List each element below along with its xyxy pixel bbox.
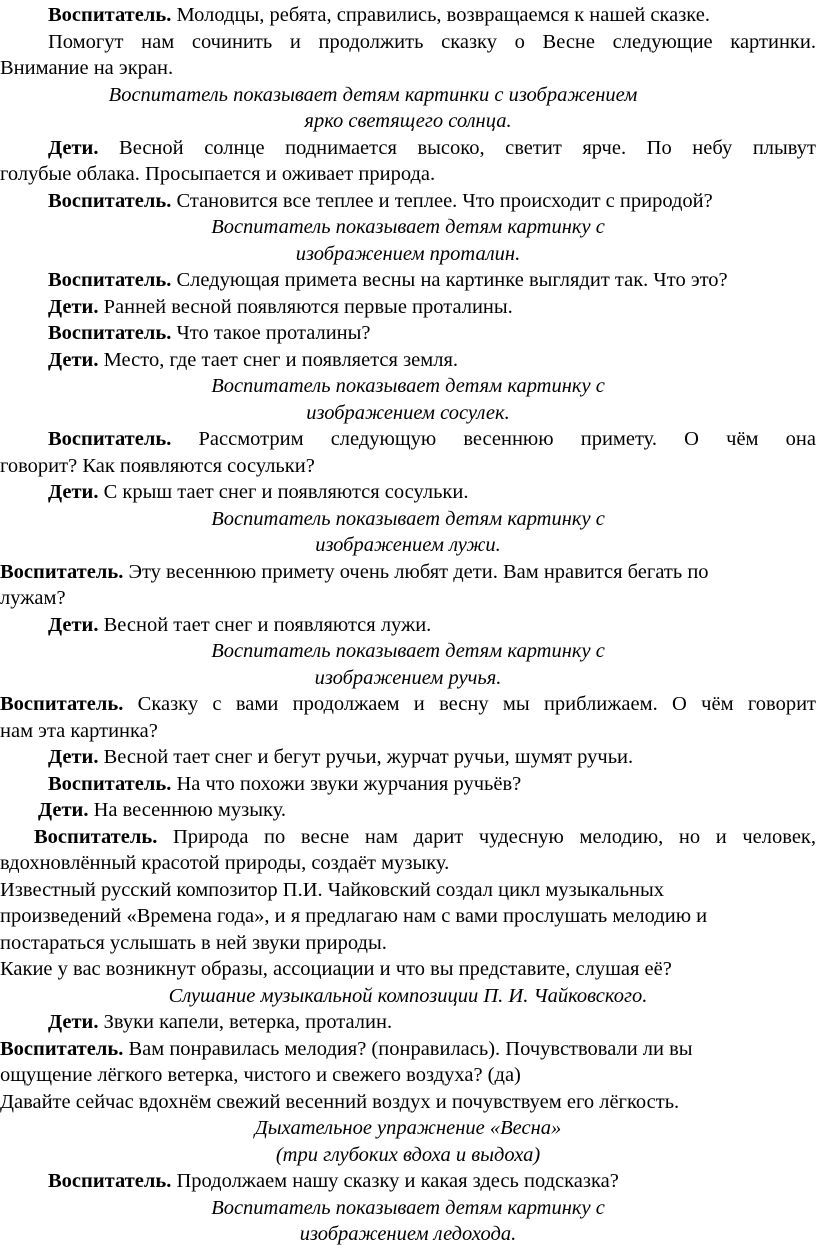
paragraph-line: Какие у вас возникнут образы, ассоциации и что вы представите, слушая её? bbox=[0, 958, 672, 980]
speaker-label: Воспитатель. bbox=[48, 428, 172, 450]
paragraph-line: Дети. Весной тает снег и бегут ручьи, журчат ручьи, шумят ручьи. bbox=[48, 746, 634, 768]
paragraph-line: Воспитатель. Что такое проталины? bbox=[48, 322, 371, 344]
speaker-label: Воспитатель. bbox=[0, 693, 124, 715]
speaker-label: Воспитатель. bbox=[48, 772, 172, 795]
speaker-label: Дети. bbox=[48, 746, 99, 768]
paragraph-line: Дети. На весеннюю музыку. bbox=[38, 799, 287, 821]
paragraph-line: Воспитатель. На что похожи звуки журчания ручьёв? bbox=[48, 772, 522, 795]
paragraph-line: Дети. Ранней весной появляются первые проталины. bbox=[48, 295, 513, 318]
speaker-label: Воспитатель. bbox=[0, 1037, 124, 1060]
paragraph-line: Дети. Весной тает снег и появляются лужи. bbox=[48, 613, 432, 636]
paragraph-line: голубые облака. Просыпается и оживает природа. bbox=[0, 163, 436, 185]
speaker-label: Дети. bbox=[48, 613, 99, 636]
stage-direction: изображением ледохода. bbox=[299, 1223, 517, 1245]
speaker-label: Дети. bbox=[48, 481, 99, 503]
speaker-label: Воспитатель. bbox=[48, 322, 172, 344]
paragraph-line: Воспитатель. Становится все теплее и теплее. Что происходит с природой? bbox=[48, 189, 713, 212]
paragraph-line: Дети. Место, где тает снег и появляется земля. bbox=[48, 348, 459, 371]
paragraph-line: произведений «Времена года», и я предлагаю нам с вами прослушать мелодию и bbox=[0, 905, 708, 927]
paragraph-line: лужам? bbox=[0, 587, 66, 609]
stage-direction: изображением лужи. bbox=[315, 534, 501, 556]
paragraph-line: Воспитатель. Вам понравилась мелодия? (понравилась). Почувствовали ли вы bbox=[0, 1037, 693, 1060]
paragraph-line: Воспитатель. Эту весеннюю примету очень любят дети. Вам нравится бегать по bbox=[0, 560, 709, 583]
stage-direction: Воспитатель показывает детям картинки с изображением bbox=[108, 83, 638, 106]
speaker-label: Воспитатель. bbox=[34, 825, 158, 848]
speaker-label: Дети. bbox=[38, 799, 89, 821]
speaker-label: Дети. bbox=[48, 295, 99, 318]
speaker-label: Воспитатель. bbox=[48, 269, 172, 291]
stage-direction: Воспитатель показывает детям картинку с bbox=[211, 507, 605, 530]
paragraph-line: постараться услышать в ней звуки природы. bbox=[0, 931, 387, 954]
stage-direction: Дыхательное упражнение «Весна» bbox=[254, 1117, 562, 1139]
stage-direction: Воспитатель показывает детям картинку с bbox=[211, 1196, 605, 1219]
paragraph-line: Воспитатель. Молодцы, ребята, справились, возвращаемся к нашей сказке. bbox=[48, 4, 710, 26]
stage-direction: изображением ручья. bbox=[314, 666, 502, 689]
paragraph-line: вдохновлённый красотой природы, создаёт музыку. bbox=[0, 852, 450, 874]
stage-direction: Воспитатель показывает детям картинку с bbox=[211, 640, 605, 662]
stage-direction: изображением проталин. bbox=[295, 242, 521, 265]
paragraph-line: говорит? Как появляются сосульки? bbox=[0, 454, 315, 477]
paragraph-line: Внимание на экран. bbox=[0, 57, 174, 79]
speaker-label: Воспитатель. bbox=[48, 189, 172, 212]
paragraph-line: Воспитатель. Продолжаем нашу сказку и какая здесь подсказка? bbox=[48, 1170, 619, 1192]
stage-direction: Воспитатель показывает детям картинку с bbox=[211, 216, 605, 238]
paragraph-line: Помогут нам сочинить и продолжить сказку о Весне следующие картинки. bbox=[48, 30, 816, 53]
speaker-label: Дети. bbox=[48, 348, 99, 371]
speaker-label: Дети. bbox=[48, 1011, 99, 1033]
paragraph-line: Дети. Весной солнце поднимается высоко, светит ярче. По небу плывут bbox=[48, 136, 816, 159]
stage-direction: изображением сосулек. bbox=[306, 401, 510, 424]
stage-direction: (три глубоких вдоха и выдоха) bbox=[275, 1143, 541, 1166]
paragraph-line: Воспитатель. Природа по весне нам дарит чудесную мелодию, но и человек, bbox=[34, 825, 816, 848]
paragraph-line: нам эта картинка? bbox=[0, 719, 158, 742]
speaker-label: Воспитатель. bbox=[0, 560, 124, 583]
paragraph-line: Воспитатель. Рассмотрим следующую весеннюю примету. О чём она bbox=[48, 428, 816, 450]
paragraph-line: Дети. Звуки капели, ветерка, проталин. bbox=[48, 1011, 393, 1033]
stage-direction: ярко светящего солнца. bbox=[304, 110, 512, 132]
paragraph-line: Воспитатель. Следующая примета весны на картинке выглядит так. Что это? bbox=[48, 269, 728, 291]
paragraph-line: Дети. С крыш тает снег и появляются сосульки. bbox=[48, 481, 469, 503]
paragraph-line: Известный русский композитор П.И. Чайковский создал цикл музыкальных bbox=[0, 878, 664, 901]
stage-direction: Слушание музыкальной композиции П. И. Чайковского. bbox=[168, 984, 648, 1007]
speaker-label: Воспитатель. bbox=[48, 4, 172, 26]
speaker-label: Дети. bbox=[48, 136, 99, 159]
paragraph-line: ощущение лёгкого ветерка, чистого и свежего воздуха? (да) bbox=[0, 1064, 521, 1086]
stage-direction: Воспитатель показывает детям картинку с bbox=[211, 375, 605, 397]
speaker-label: Воспитатель. bbox=[48, 1170, 172, 1192]
paragraph-line: Воспитатель. Сказку с вами продолжаем и весну мы приближаем. О чём говорит bbox=[0, 693, 816, 715]
paragraph-line: Давайте сейчас вдохнём свежий весенний воздух и почувствуем его лёгкость. bbox=[0, 1090, 680, 1113]
